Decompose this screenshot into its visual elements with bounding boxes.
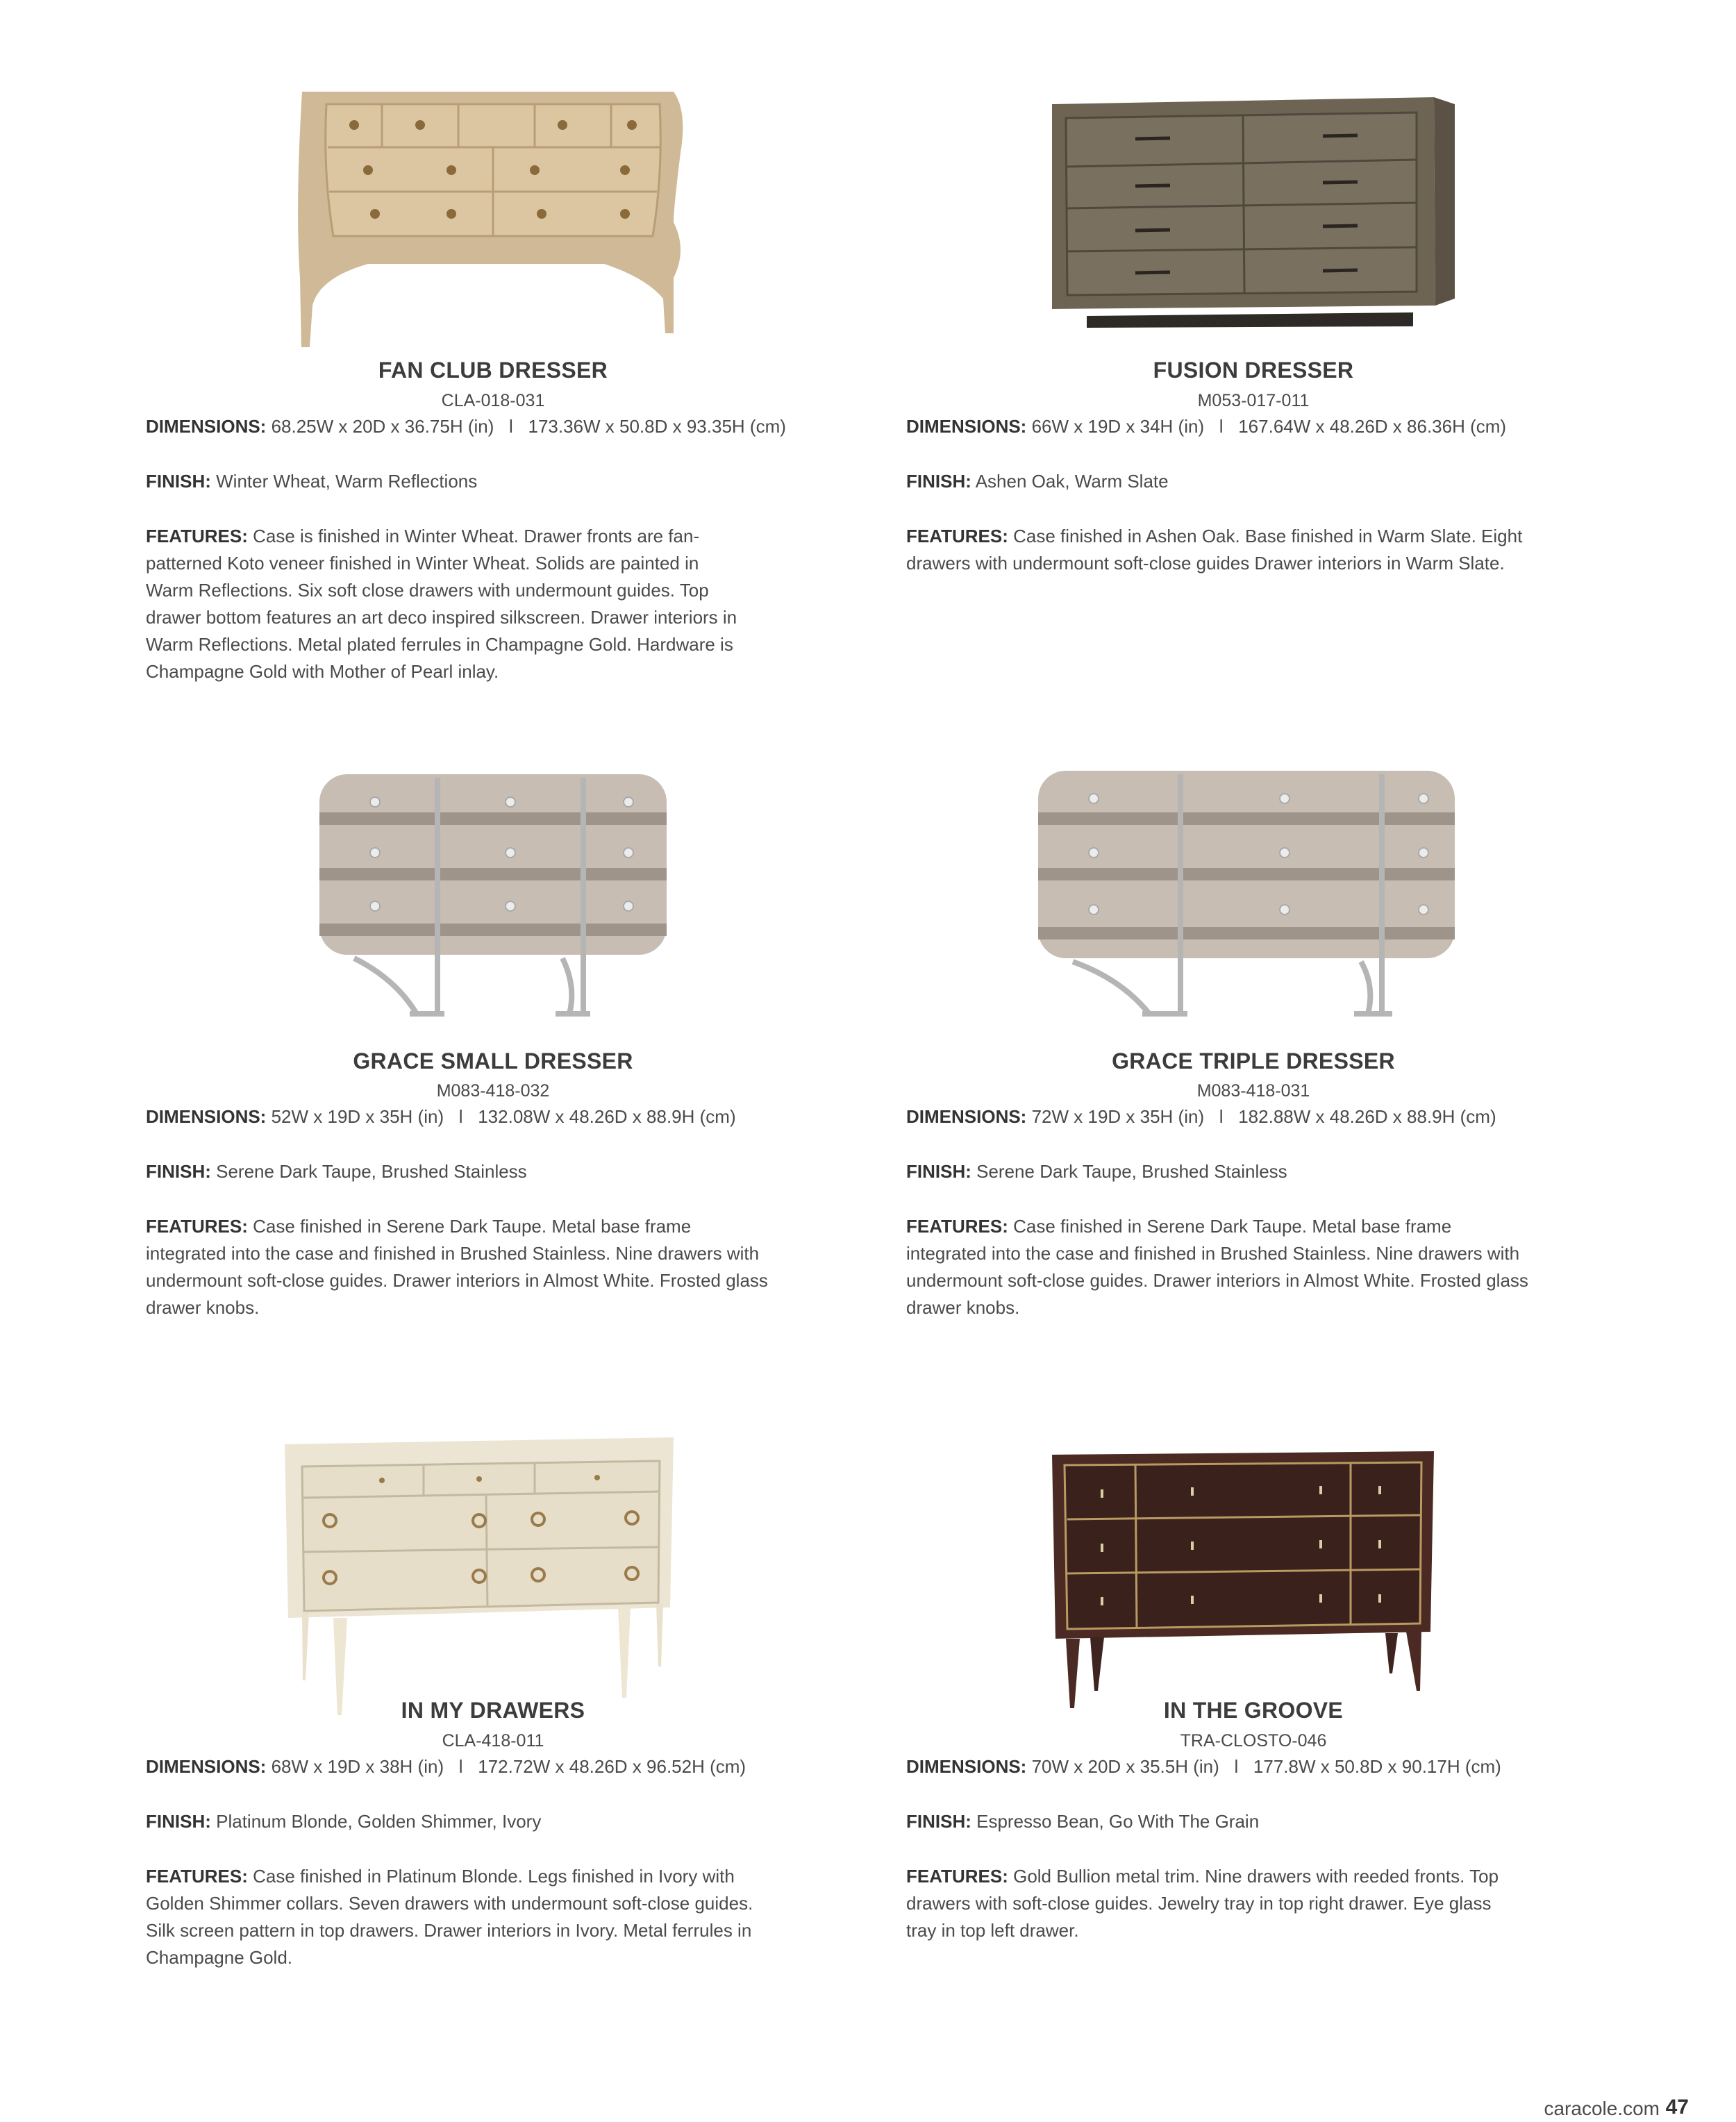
dimensions-label: DIMENSIONS:: [906, 416, 1027, 437]
dimensions-label: DIMENSIONS:: [146, 1106, 267, 1127]
features-line-3: Silk screen pattern in top drawers. Drawer interiors in Ivory. Metal ferrules in: [146, 1920, 752, 1941]
features-line-1: FEATURES: Case finished in Platinum Blonde. Legs finished in Ivory with: [146, 1866, 735, 1887]
features-row: [906, 523, 1601, 577]
dimensions-value: 52W x 19D x 35H (in) l 132.08W x 48.26D x 88.9H (cm): [271, 1106, 736, 1127]
fan-club-dresser-image: [146, 69, 840, 368]
features-line-4: drawer knobs.: [906, 1297, 1020, 1318]
features-line-4: drawer knobs.: [146, 1297, 260, 1318]
features-line-2: Golden Shimmer collars. Seven drawers with undermount soft-close guides.: [146, 1893, 753, 1914]
product-in-the-groove: [906, 1403, 1601, 2028]
dimensions-row: [906, 1103, 1601, 1130]
features-line-2: patterned Koto veneer finished in Winter Wheat. Solids are painted in: [146, 553, 699, 574]
finish-row: [906, 468, 1601, 495]
finish-label: FINISH:: [146, 1811, 211, 1832]
product-title: IN THE GROOVE: [1163, 1698, 1344, 1723]
dimensions-row: [146, 1753, 840, 1780]
fusion-dresser-image: [906, 69, 1601, 368]
product-grace-triple: [906, 729, 1601, 1354]
features-line-1: FEATURES: Gold Bullion metal trim. Nine drawers with reeded fronts. Top: [906, 1866, 1499, 1887]
features-line-2: integrated into the case and finished in Brushed Stainless. Nine drawers with: [906, 1243, 1520, 1264]
features-line-4: Champagne Gold.: [146, 1947, 293, 1968]
features-label: FEATURES:: [906, 1216, 1008, 1237]
dimensions-row: [146, 1103, 840, 1130]
dimensions-value: 70W x 20D x 35.5H (in) l 177.8W x 50.8D x 90.17H (cm): [1031, 1756, 1501, 1777]
features-label: FEATURES:: [906, 526, 1008, 546]
dimensions-value: 68W x 19D x 38H (in) l 172.72W x 48.26D x 96.52H (cm): [271, 1756, 746, 1777]
dimensions-row: [906, 413, 1601, 440]
dimensions-label: DIMENSIONS:: [906, 1106, 1027, 1127]
product-title: GRACE TRIPLE DRESSER: [1112, 1049, 1395, 1073]
product-title: FAN CLUB DRESSER: [378, 358, 608, 383]
product-sku: TRA-CLOSTO-046: [1180, 1731, 1327, 1751]
features-line-2: integrated into the case and finished in Brushed Stainless. Nine drawers with: [146, 1243, 760, 1264]
features-line-1: FEATURES: Case is finished in Winter Wheat. Drawer fronts are fan-: [146, 526, 700, 546]
product-title: FUSION DRESSER: [1153, 358, 1354, 383]
features-row: [146, 1863, 840, 1971]
features-line-1: FEATURES: Case finished in Serene Dark Taupe. Metal base frame: [146, 1216, 692, 1237]
finish-value: Serene Dark Taupe, Brushed Stainless: [216, 1161, 527, 1182]
finish-label: FINISH:: [146, 471, 211, 492]
finish-label: FINISH:: [146, 1161, 211, 1182]
finish-label: FINISH:: [906, 471, 971, 492]
in-my-drawers-image: [146, 1417, 840, 1715]
page-number: 47: [1665, 2096, 1689, 2119]
product-sku: M083-418-031: [1196, 1081, 1310, 1101]
finish-row: [146, 468, 840, 495]
features-line-1: FEATURES: Case finished in Ashen Oak. Base finished in Warm Slate. Eight: [906, 526, 1523, 546]
finish-value: Serene Dark Taupe, Brushed Stainless: [976, 1161, 1287, 1182]
dimensions-row: [146, 413, 840, 440]
product-title: IN MY DRAWERS: [401, 1698, 585, 1723]
features-row: [146, 1213, 840, 1321]
features-line-3: Warm Reflections. Six soft close drawers with undermount guides. Top: [146, 580, 709, 601]
finish-value: Platinum Blonde, Golden Shimmer, Ivory: [216, 1811, 542, 1832]
dimensions-label: DIMENSIONS:: [146, 1756, 267, 1777]
finish-label: FINISH:: [906, 1811, 971, 1832]
finish-row: [146, 1808, 840, 1835]
features-line-3: undermount soft-close guides. Drawer interiors in Almost White. Frosted glass: [146, 1270, 768, 1291]
dimensions-value: 66W x 19D x 34H (in) l 167.64W x 48.26D x 86.36H (cm): [1031, 416, 1507, 437]
finish-value: Winter Wheat, Warm Reflections: [216, 471, 478, 492]
finish-label: FINISH:: [906, 1161, 971, 1182]
footer-site: caracole.com: [1544, 2098, 1660, 2119]
features-line-4: drawer bottom features an art deco inspired silkscreen. Drawer interiors in: [146, 607, 737, 628]
finish-row: [906, 1158, 1601, 1185]
features-line-6: Champagne Gold with Mother of Pearl inlay.: [146, 661, 499, 682]
product-sku: M083-418-032: [436, 1081, 550, 1101]
finish-row: [146, 1158, 840, 1185]
product-title: GRACE SMALL DRESSER: [353, 1049, 633, 1073]
in-the-groove-image: [906, 1417, 1601, 1715]
product-grace-small: [146, 729, 840, 1354]
features-row: [906, 1213, 1601, 1321]
finish-value: Ashen Oak, Warm Slate: [975, 471, 1169, 492]
grace-small-dresser-image: [146, 750, 840, 1049]
dimensions-label: DIMENSIONS:: [146, 416, 267, 437]
features-line-3: tray in top left drawer.: [906, 1920, 1079, 1941]
features-row: [146, 523, 840, 685]
dimensions-label: DIMENSIONS:: [906, 1756, 1027, 1777]
dimensions-row: [906, 1753, 1601, 1780]
features-line-2: drawers with soft-close guides. Jewelry tray in top right drawer. Eye glass: [906, 1893, 1492, 1914]
features-label: FEATURES:: [146, 1866, 248, 1887]
finish-row: [906, 1808, 1601, 1835]
features-line-1: FEATURES: Case finished in Serene Dark Taupe. Metal base frame: [906, 1216, 1452, 1237]
features-line-3: undermount soft-close guides. Drawer interiors in Almost White. Frosted glass: [906, 1270, 1528, 1291]
dimensions-value: 68.25W x 20D x 36.75H (in) l 173.36W x 50.8D x 93.35H (cm): [271, 416, 786, 437]
product-sku: CLA-018-031: [441, 391, 545, 410]
grace-triple-dresser-image: [906, 750, 1601, 1049]
product-in-my-drawers: [146, 1403, 840, 2028]
features-line-2: drawers with undermount soft-close guides Drawer interiors in Warm Slate.: [906, 553, 1505, 574]
product-sku: M053-017-011: [1197, 391, 1310, 410]
product-fusion: [906, 56, 1601, 715]
features-label: FEATURES:: [146, 1216, 248, 1237]
features-line-5: Warm Reflections. Metal plated ferrules in Champagne Gold. Hardware is: [146, 634, 733, 655]
dimensions-value: 72W x 19D x 35H (in) l 182.88W x 48.26D x 88.9H (cm): [1031, 1106, 1496, 1127]
finish-value: Espresso Bean, Go With The Grain: [976, 1811, 1260, 1832]
features-row: [906, 1863, 1601, 1944]
product-sku: CLA-418-011: [442, 1731, 544, 1751]
features-label: FEATURES:: [146, 526, 248, 546]
product-fan-club: [146, 56, 840, 715]
features-label: FEATURES:: [906, 1866, 1008, 1887]
